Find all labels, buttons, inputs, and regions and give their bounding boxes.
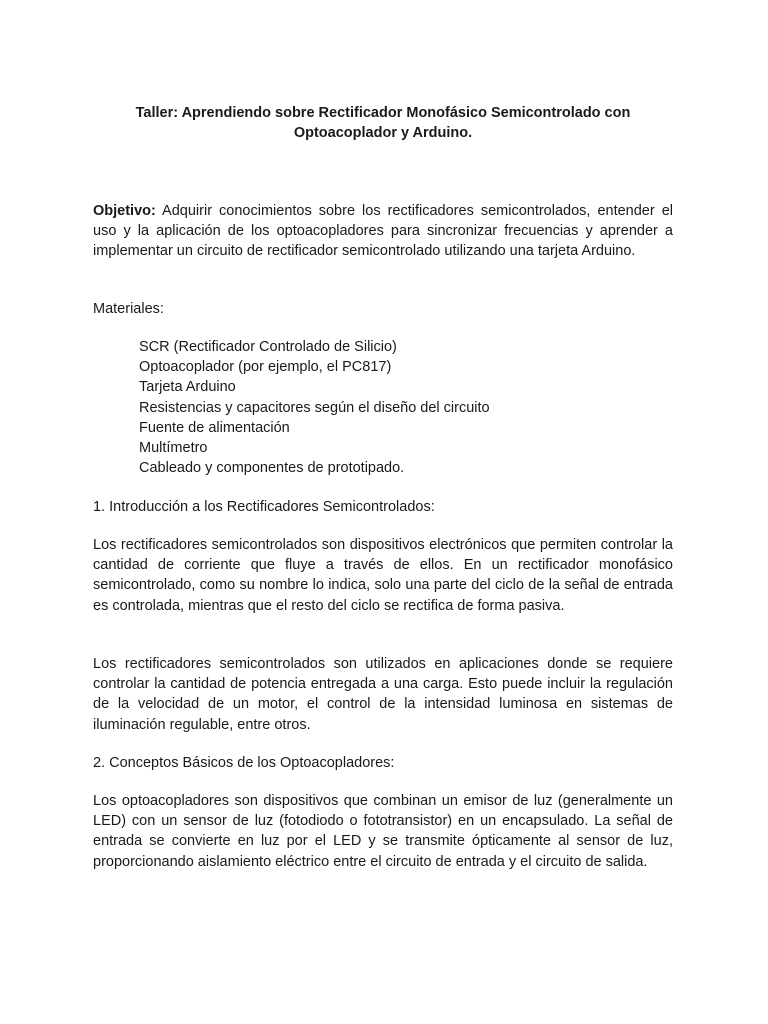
- objective-text: Adquirir conocimientos sobre los rectificadores semicontrolados, entender el uso y la aplicación de los optoacopladores para sincronizar frecuencias y aprender a implementar un circuito de rectificador semicontrolado utilizando una tarjeta Arduino.: [93, 203, 673, 260]
- materials-item: Fuente de alimentación: [139, 419, 290, 436]
- objective-paragraph: [93, 201, 673, 262]
- materials-item: SCR (Rectificador Controlado de Silicio): [139, 339, 397, 355]
- section2-paragraph: Los optoacopladores son dispositivos que combinan un emisor de luz (generalmente un LED) con un sensor de luz (fotodiodo o fototransistor) en un encapsulado. La señal de entrada se convierte en luz por el LED y se transmite ópticamente al sensor de luz, proporcionando aislamiento eléctrico entre el circuito de entrada y el circuito de salida.: [93, 793, 673, 870]
- materials-list: [139, 337, 673, 478]
- section1-paragraph: Los rectificadores semicontrolados son dispositivos electrónicos que permiten controlar la cantidad de corriente que fluye a través de ellos. En un rectificador monofásico semicontrolado, como su nombre lo indica, solo una parte del ciclo de la señal de entrada es controlada, mientras que el resto del ciclo se rectifica de forma pasiva.: [93, 537, 673, 614]
- section1-paragraph: Los rectificadores semicontrolados son utilizados en aplicaciones donde se requiere controlar la cantidad de potencia entregada a una carga. Esto puede incluir la regulación de la velocidad de un motor, el control de la intensidad luminosa en sistemas de iluminación regulable, entre otros.: [93, 656, 673, 733]
- section1-heading: 1. Introducción a los Rectificadores Semicontrolados:: [93, 499, 435, 515]
- materials-heading: Materiales:: [93, 301, 164, 317]
- materials-item: Tarjeta Arduino: [139, 379, 236, 396]
- materials-item: Multímetro: [139, 440, 208, 457]
- section2-heading: 2. Conceptos Básicos de los Optoacopladores:: [93, 755, 395, 771]
- document-title: Taller: Aprendiendo sobre Rectificador Monofásico Semicontrolado con Optoacoplador y Arduino.: [135, 105, 631, 141]
- materials-item: Cableado y componentes de prototipado.: [139, 460, 405, 477]
- materials-item: Optoacoplador (por ejemplo, el PC817): [139, 359, 392, 376]
- materials-item: Resistencias y capacitores según el diseño del circuito: [139, 399, 490, 416]
- objective-label: Objetivo:: [93, 203, 156, 219]
